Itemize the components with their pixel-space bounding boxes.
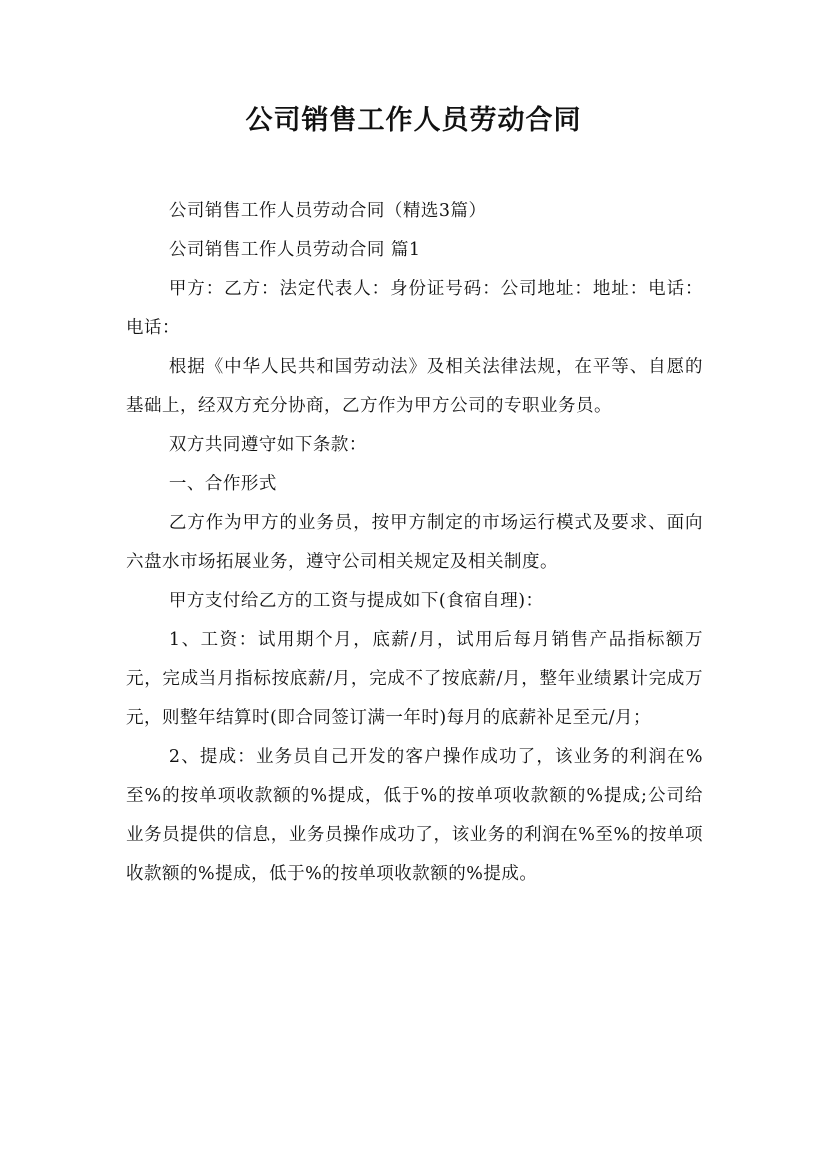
paragraph-commission: 2、提成：业务员自己开发的客户操作成功了，该业务的利润在%至%的按单项收款额的%提成，低于%的按单项收款额的%提成;公司给业务员提供的信息，业务员操作成功了，该业务的利润在%至%的按单项收款额的%提成，低于%的按单项收款额的%提成。	[126, 747, 703, 884]
paragraph-pay-intro: 甲方支付给乙方的工资与提成如下(食宿自理)：	[168, 591, 544, 611]
paragraph-terms-intro: 双方共同遵守如下条款：	[168, 435, 367, 455]
paragraph-basis: 根据《中华人民共和国劳动法》及相关法律法规，在平等、自愿的基础上，经双方充分协商，乙方作为甲方公司的专职业务员。	[126, 357, 703, 416]
document-body	[126, 192, 703, 894]
paragraph-cooperation: 乙方作为甲方的业务员，按甲方制定的市场运行模式及要求、面向六盘水市场拓展业务，遵守公司相关规定及相关制度。	[126, 513, 703, 572]
paragraph-clause-heading: 一、合作形式	[168, 474, 277, 494]
paragraph-salary: 1、工资：试用期个月，底薪/月，试用后每月销售产品指标额万元，完成当月指标按底薪/月，完成不了按底薪/月，整年业绩累计完成万元，则整年结算时(即合同签订满一年时)每月的底薪补足至元/月；	[126, 630, 703, 728]
document-title: 公司销售工作人员劳动合同	[245, 105, 582, 136]
paragraph-section-heading: 公司销售工作人员劳动合同 篇1	[168, 240, 421, 260]
paragraph-subtitle: 公司销售工作人员劳动合同（精选3篇）	[168, 201, 487, 221]
paragraph-parties: 甲方：乙方：法定代表人：身份证号码：公司地址：地址：电话：电话：	[126, 279, 703, 338]
